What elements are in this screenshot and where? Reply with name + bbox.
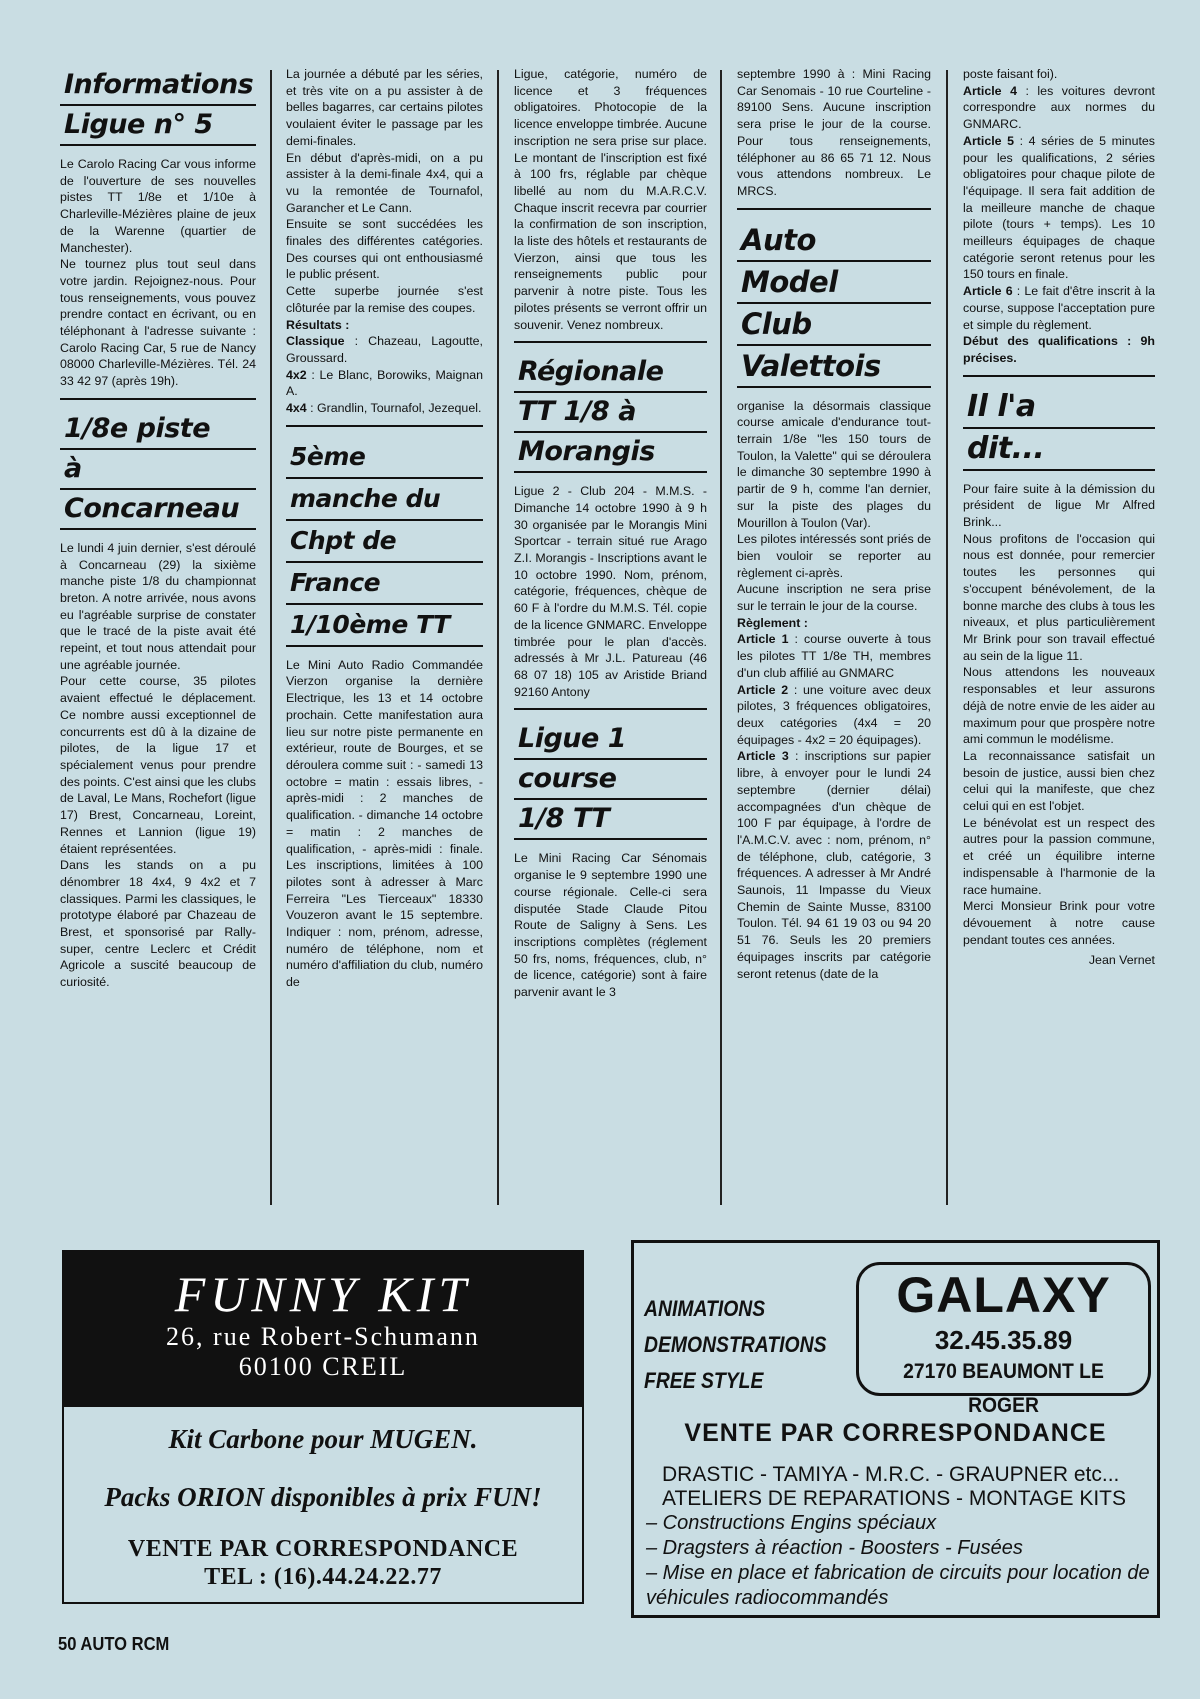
ad-brand-line: ATELIERS DE REPARATIONS - MONTAGE KITS (662, 1487, 1127, 1510)
ad-activities (644, 1291, 826, 1399)
page-footer: 50 AUTO RCM (58, 1634, 170, 1654)
ad-brand-list (662, 1463, 1152, 1511)
headline-il-la-dit (963, 387, 1155, 471)
paragraph: Les pilotes intéressés sont priés de bien vouloir se reporter au règlement ci-après. (737, 532, 931, 580)
headline-line: dit... (963, 429, 1155, 471)
ad-mail-order: VENTE PAR CORRESPONDANCE (684, 1419, 1107, 1447)
article-label: Article 6 (963, 284, 1013, 299)
section-rule (60, 398, 256, 400)
article-text: : 4 séries de 5 minutes pour les qualifications, 2 séries obligatoires pour chaque pilote de l'équipage. Il sera fait addition de la meilleure manche de chaque pilote (tours + temps). Les 10 meilleurs équipages de chaque catégorie seront retenus pour les 150 tours en finale. (963, 133, 1155, 282)
headline-line: Chpt de (286, 521, 483, 563)
paragraph: Le lundi 4 juin dernier, s'est déroulé à Concarneau (29) la sixième manche piste 1/8 du championnat breton. A notre arrivée, nous avons eu l'agréable surprise de constater que le tracé de la piste avait été repeint, et tout nous attendait pour une agréable journée. (60, 540, 256, 672)
headline-line: à (60, 450, 256, 490)
result-label: 4x2 (286, 367, 307, 382)
ad-funny-kit (62, 1250, 584, 1604)
headline-regionale-morangis (514, 353, 707, 473)
article (737, 748, 931, 982)
ad-offer-line: Packs ORION disponibles à prix FUN! (104, 1482, 542, 1512)
headline-auto-model-club (737, 220, 931, 388)
column-1 (60, 66, 256, 1194)
result-value: : Grandlin, Tournafol, Jezequel. (306, 401, 482, 416)
article (963, 83, 1155, 133)
ad-services (646, 1511, 1151, 1611)
paragraph: Nous attendons les nouveaux responsables et leur assurons déjà de notre envie de les aider au maximum pour que prospère notre ami commun le modélisme. (963, 665, 1155, 747)
column-5 (963, 66, 1155, 1194)
headline-line: Régionale (514, 353, 707, 393)
paragraph: Merci Monsieur Brink pour votre dévouement à notre cause pendant toutes ces années. (963, 899, 1155, 947)
headline-line: France (286, 563, 483, 605)
ad-brand-name: FUNNY KIT (174, 1266, 472, 1322)
headline-line: Morangis (514, 433, 707, 473)
column-divider (946, 70, 948, 1205)
headline-line: Ligue n° 5 (60, 106, 256, 146)
section-rule (286, 425, 483, 427)
ad-activity: ANIMATIONS (644, 1296, 766, 1321)
article (963, 133, 1155, 283)
ad-brand-line: DRASTIC - TAMIYA - M.R.C. - GRAUPNER etc... (662, 1463, 1120, 1486)
article-text: : Le fait d'être inscrit à la course, suppose l'acceptation pure et simple du règlement. (963, 284, 1155, 332)
result-value: : Chazeau, Lagoutte, Groussard. (286, 334, 483, 365)
column-2 (286, 66, 483, 1194)
paragraph: organise la désormais classique course amicale d'endurance tout-terrain 1/8e "les 150 tours de Toulon, la Valette" qui se déroulera le dimanche 30 septembre 1990 à partir de 9 h, comme l'an dernier, sur la piste des plages du Mourillon à Toulon (Var). (737, 398, 931, 530)
paragraph: Ligue 2 - Club 204 - M.M.S. - Dimanche 14 octobre 1990 à 9 h 30 organisée par le Morangis Mini Sportcar - terrain situé rue Arago Z.I. Morangis - Inscriptions avant le 10 octobre 1990. Nom, prénom, catégorie, fréquences, chèque de 60 F à l'ordre du M.M.S. Tél. copie de la licence GNMARC. Enveloppe timbrée pour le plan d'accès. adressés à Mr J.L. Patureau (46 68 07 18) 105 av Aristide Briand 92160 Antony (514, 484, 707, 699)
ad-address-city: 27170 BEAUMONT LE ROGER (903, 1360, 1104, 1417)
headline-line: Concarneau (60, 490, 256, 530)
headline-line: Il l'a (963, 387, 1155, 429)
article-text: : une voiture avec deux pilotes, 3 fréquences obligatoires, deux catégories (4x4 = 20 équipages - 4x2 = 20 équipages). (737, 682, 931, 747)
results-title: Résultats : (286, 317, 350, 332)
paragraph: Aucune inscription ne sera prise sur le terrain le jour de la course. (737, 582, 931, 614)
headline-line: Ligue 1 (514, 720, 707, 760)
article (737, 682, 931, 749)
article-text: : inscriptions sur papier libre, à envoyer pour le lundi 24 septembre (dernier délai) accompagnées d'un chèque de 100 F par équipage, à l'ordre de l'A.M.C.V. avec : nom, prénom, n° de téléphone, club, catégorie, 3 fréquences. A adresser à Mr André Saunois, 11 Impasse du Vieux Chemin de Sainte Musse, 83100 Toulon. Tél. 94 61 19 03 ou 94 20 51 76. Seuls les 20 premiers équipages inscrits par catégorie seront retenus (date de la (737, 749, 931, 981)
headline-line: 1/10ème TT (286, 605, 483, 647)
signature: Jean Vernet (1088, 953, 1155, 968)
ad-offer-line: Kit Carbone pour MUGEN. (168, 1424, 478, 1454)
headline-line: 1/8e piste (60, 410, 256, 450)
paragraph: Pour cette course, 35 pilotes avaient effectué le déplacement. Ce nombre aussi exceptionnel de concurrents est dû à la dizaine de pilotes, de la ligue 17 et spécialement venus pour prendre des points. C'est ainsi que les clubs de Laval, Le Mans, Rochefort (ligue 17) Brest, Concarneau, Loreint, Rennes et Lannion (ligue 19) étaient représentées. (60, 674, 256, 856)
headline-line: Auto (737, 220, 931, 262)
paragraph: Nous profitons de l'occasion qui nous est donnée, pour remercier toutes les personnes qui s'occupent bénévolement, de la bonne marche des clubs à tous les niveaux, et plus particulièrement Mr Brink pour son travail effectué au sein de la ligue 11. (963, 531, 1155, 663)
paragraph: La journée a débuté par les séries, et très vite on a pu assister à de belles bagarres, car certains pilotes voulaient éviter le passage par les demi-finales. (286, 67, 483, 148)
ad-brand-name: GALAXY (896, 1267, 1111, 1323)
ad-service-item: – Mise en place et fabrication de circuits pour location de véhicules radiocommandés (646, 1562, 1150, 1609)
paragraph: Ne tournez plus tout seul dans votre jardin. Rejoignez-nous. Pour tous renseignements, vous pouvez prendre contact en écrivant, ou en téléphonant à l'adresse suivante : Carolo Racing Car, 5 rue de Nancy 08000 Charleville-Mézières. Tél. 24 33 42 97 (après 19h). (60, 257, 256, 389)
article (737, 631, 931, 681)
section-rule (514, 708, 707, 710)
headline-line: 1/8 TT (514, 800, 707, 840)
paragraph: Cette superbe journée s'est clôturée par la remise des coupes. (286, 284, 483, 315)
column-divider (497, 70, 499, 1205)
ad-galaxy-logo-box (856, 1262, 1151, 1417)
ad-address-street: 26, rue Robert-Schumann (166, 1322, 480, 1351)
paragraph: Le Carolo Racing Car vous informe de l'ouverture de ses nouvelles pistes TT 1/8e et 1/10e à Charleville-Mézières plaine de jeux de la Warenne (quartier de Manchester). (60, 157, 256, 255)
ad-funny-kit-header (64, 1252, 582, 1407)
paragraph: La reconnaissance satisfait un besoin de justice, aussi bien chez celui qui la manifeste, que chez celui qui en est l'objet. (963, 748, 1155, 814)
paragraph: En début d'après-midi, on a pu assister à la demi-finale 4x4, qui a vu la remontée de Tournafol, Garancher et Le Cann. (286, 150, 483, 215)
headline-concarneau (60, 410, 256, 530)
paragraph: Le Mini Auto Radio Commandée Vierzon organise la dernière Electrique, les 13 et 14 octobre prochain. Cette manifestation aura lieu sur notre piste permanente en extérieur, route de Bourges, et se déroulera comme suit : - samedi 13 octobre = matin : essais libres, - après-midi : 2 manches de qualification. - dimanche 14 octobre = matin : 2 manches de qualification, - après-midi : finale. Les inscriptions, limitées à 100 pilotes sont à adresser à Marc Ferreira "Les Tierceaux" 18330 Vouzeron avant le 15 septembre. Indiquer : nom, prénom, adresse, numéro de téléphone, nom et numéro d'affiliation du club, numéro de (286, 657, 483, 990)
article-label: Article 3 (737, 749, 789, 764)
article-label: Article 2 (737, 682, 789, 697)
headline-ligue1-course (514, 720, 707, 840)
column-3 (514, 66, 707, 1194)
ad-service-item: – Constructions Engins spéciaux (646, 1512, 937, 1534)
result-line (286, 333, 483, 366)
headline-line: 5ème (286, 437, 483, 479)
result-line (286, 367, 483, 400)
article-label: Article 5 (963, 133, 1015, 148)
result-label: 4x4 (286, 401, 307, 416)
headline-line: Club (737, 304, 931, 346)
headline-5eme-manche (286, 437, 483, 647)
paragraph: Le Mini Racing Car Sénomais organise le 9 septembre 1990 une course régionale. Celle-ci sera disputée Stade Claude Pitou Route de Saligny à Sens. Les inscriptions complètes (réglement 50 frs, noms, fréquences, club, n° de licence, catégorie) sont à faire parvenir avant le 3 (514, 851, 707, 1000)
ad-address-city: 60100 CREIL (238, 1352, 408, 1381)
result-label: Classique (286, 334, 345, 349)
ad-mail-order: VENTE PAR CORRESPONDANCE (127, 1536, 519, 1562)
paragraph: Le bénévolat est un respect des autres pour la passion commune, et créé un équilibre interne indispensable à l'harmonie de la race humaine. (963, 815, 1155, 897)
ad-galaxy (631, 1240, 1160, 1618)
article-label: Article 1 (737, 632, 789, 647)
section-rule (737, 208, 931, 210)
paragraph: Ensuite se sont succédées les finales des différentes catégories. Des courses qui ont enthousiasmé le public présent. (286, 217, 483, 282)
paragraph: Ligue, catégorie, numéro de licence et 3 fréquences obligatoires. Photocopie de la licence enveloppe timbrée. Aucune inscription ne sera prise sur place. Le montant de l'inscription est fixé à 100 frs, réglable par chèque libellé au nom du M.A.R.C.V. Chaque inscrit recevra par courrier la confirmation de son inscription, la liste des hôtels et restaurants de Vierzon, ainsi que tous les renseignements public pour parvenir à notre piste. Tous les pilotes présents se verront offrir un souvenir. Venez nombreux. (514, 67, 707, 332)
section-rule (514, 341, 707, 343)
ad-activity: DEMONSTRATIONS (644, 1332, 827, 1357)
paragraph: septembre 1990 à : Mini Racing Car Senomais - 10 rue Courteline - 89100 Sens. Aucune inscription sera prise le jour de la course. Pour tous renseignements, téléphoner au 86 65 71 12. Nous vous attendons nombreux. Le MRCS. (737, 67, 931, 198)
headline-line: Informations (60, 66, 256, 106)
headline-line: Model (737, 262, 931, 304)
headline-line: course (514, 760, 707, 800)
headline-informations-ligue (60, 66, 256, 146)
regulation-title: Règlement : (737, 615, 808, 630)
qualification-start: Début des qualifications : 9h précises. (963, 334, 1155, 365)
article-text: : course ouverte à tous les pilotes TT 1/8e TH, membres d'un club affilié au GNMARC (737, 632, 931, 680)
article (963, 283, 1155, 333)
column-4 (737, 66, 931, 1194)
headline-line: manche du (286, 479, 483, 521)
result-line (286, 400, 483, 417)
ad-phone: TEL : (16).44.24.22.77 (204, 1564, 442, 1590)
section-rule (963, 375, 1155, 377)
ad-phone: 32.45.35.89 (934, 1325, 1073, 1355)
paragraph: Pour faire suite à la démission du président de ligue Mr Alfred Brink... (963, 481, 1155, 530)
column-divider (270, 70, 272, 1205)
ad-activity: FREE STYLE (644, 1368, 764, 1393)
paragraph: Dans les stands on a pu dénombrer 18 4x4, 9 4x2 et 7 classiques. Parmi les classiques, le prototype élaboré par Chazeau de Brest, et sponsorisé par Rally-super, centre Leclerc et Crédit Agricole a suscité beaucoup de curiosité. (60, 858, 256, 990)
article-text: : les voitures devront correspondre aux normes du GNMARC. (963, 83, 1155, 132)
article-label: Article 4 (963, 83, 1017, 98)
ad-service-item: – Dragsters à réaction - Boosters - Fusées (646, 1537, 1023, 1559)
headline-line: TT 1/8 à (514, 393, 707, 433)
headline-line: Valettois (737, 346, 931, 388)
column-divider (720, 70, 722, 1205)
paragraph: poste faisant foi). (963, 67, 1058, 81)
result-value: : Le Blanc, Borowiks, Maignan A. (286, 367, 483, 399)
